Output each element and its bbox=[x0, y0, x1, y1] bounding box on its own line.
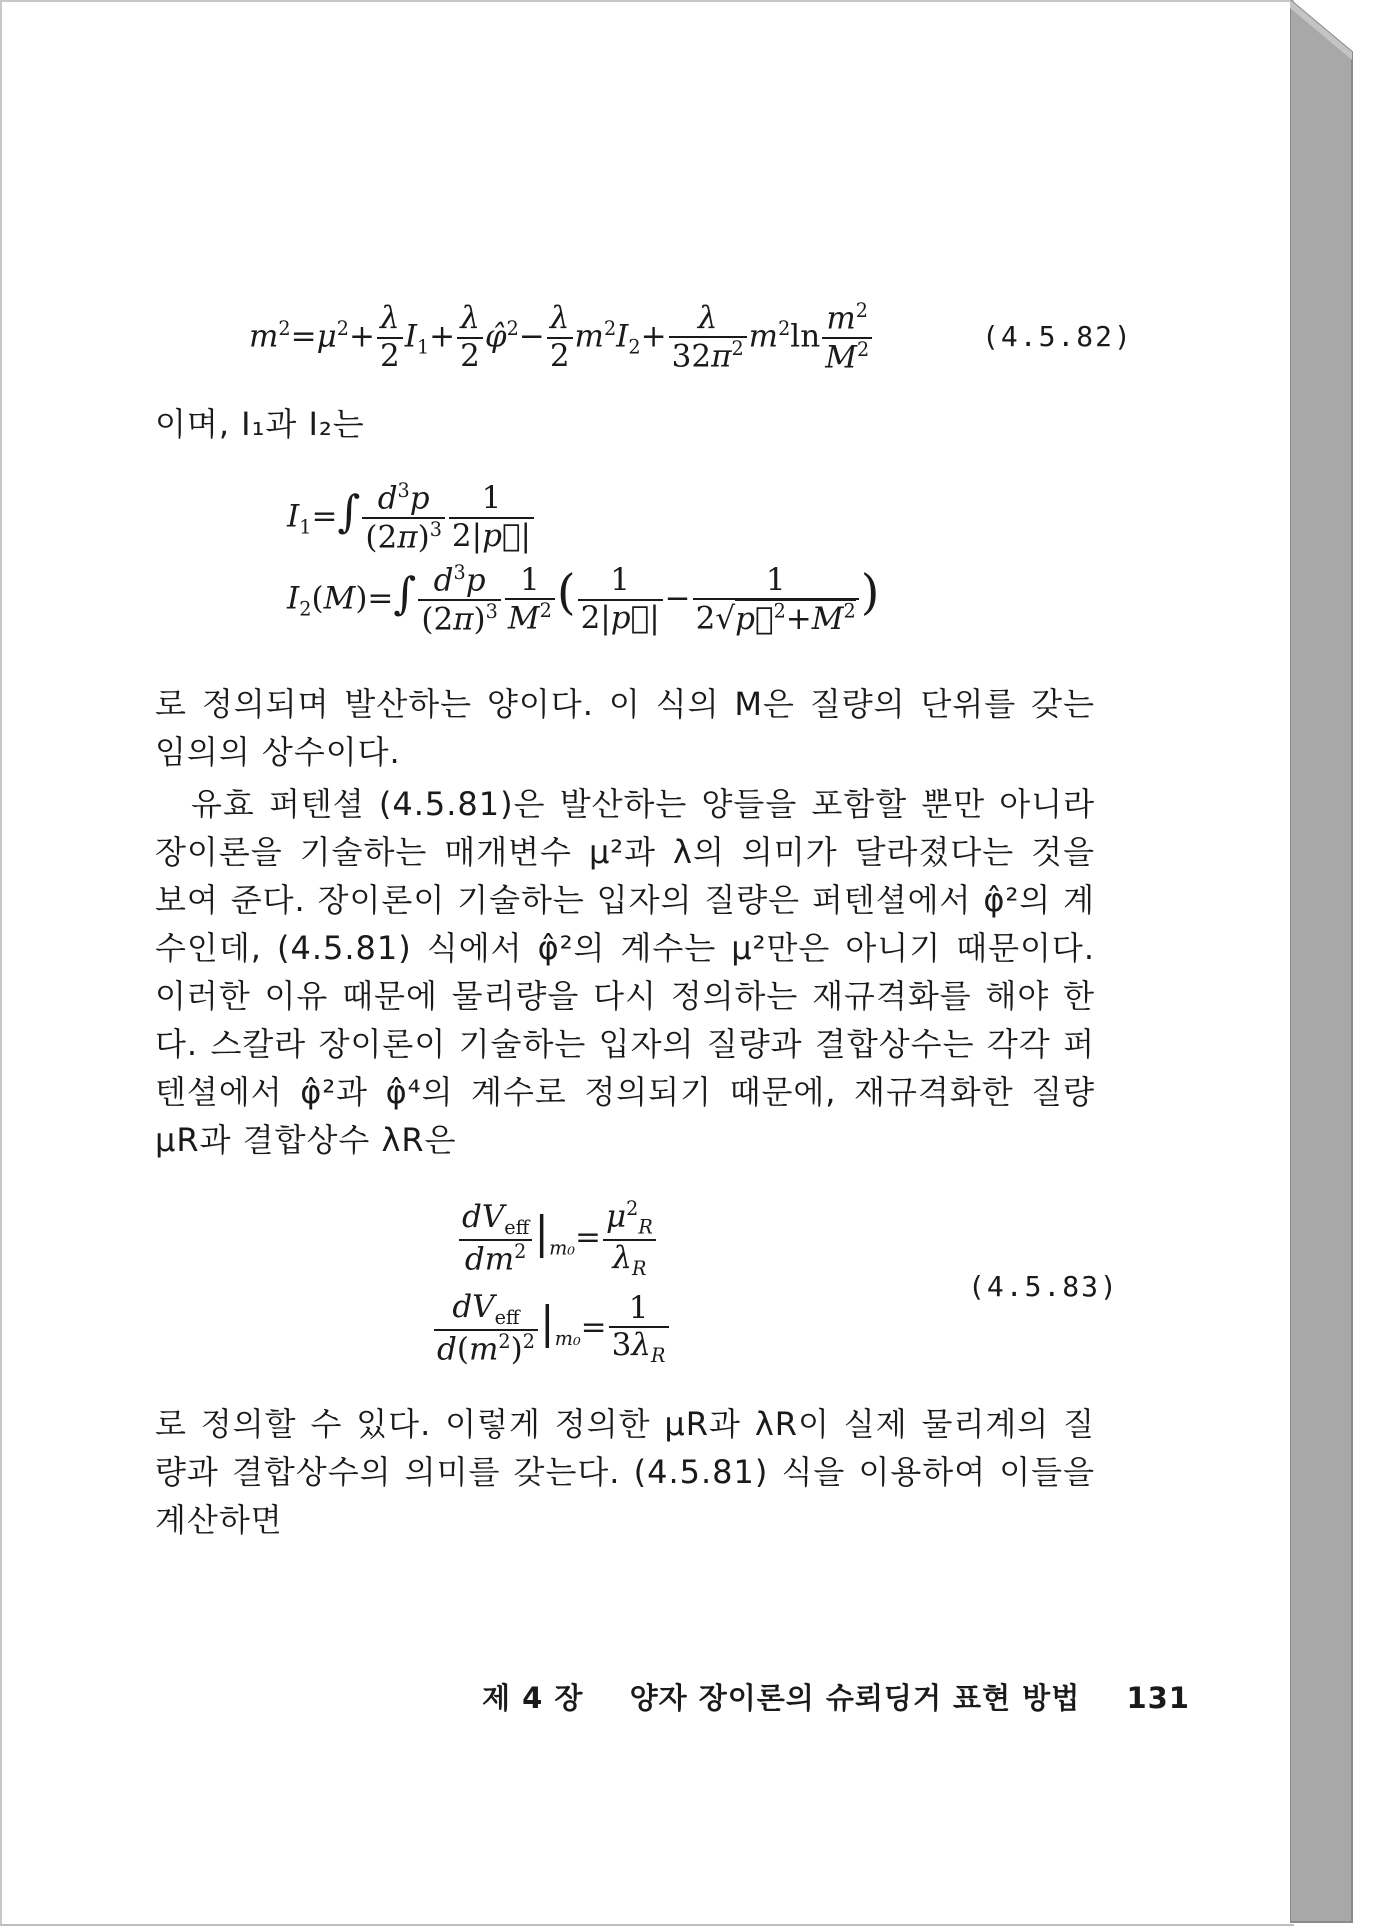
page-footer bbox=[482, 1676, 1190, 1717]
paragraph-renormalization: 유효 퍼텐셜 (4.5.81)은 발산하는 양들을 포함할 뿐만 아니라 장이론을 기술하는 매개변수 μ²과 λ의 의미가 달라졌다는 것을 보여 준다. 장이론이 기술하는 입자의 질량은 퍼텐셜에서 φ̂²의 계수인데, (4.5.81) 식에서 φ̂²의 계수는 μ²만은 아니기 때문이다. 이러한 이유 때문에 물리량을 다시 정의하는 재규격화를 해야 한다. 스칼라 장이론이 기술하는 입자의 질량과 결합상수는 각각 퍼텐셜에서 φ̂²과 φ̂⁴의 계수로 정의되기 때문에, 재규격화한 질량 μR과 결합상수 λR은 bbox=[155, 785, 1095, 1159]
equation-4-5-83-line2: $\frac{dV_{eff}}{d(m^2)^2}$ $|_{m_0}=$ $\frac{1}{3\lambda_R}$ bbox=[432, 1290, 671, 1368]
paragraph-intro: 이며, I₁과 I₂는 bbox=[155, 405, 365, 443]
equation-i1: $I_1=\int$ $\frac{d^3p}{(2\pi)^3}$ $\frac{1}{2|p⃗|}$ bbox=[287, 480, 536, 556]
chapter-label: 제 4 장 bbox=[482, 1681, 584, 1715]
equation-number: (4.5.82) bbox=[982, 320, 1133, 353]
page-number: 131 bbox=[1126, 1681, 1190, 1715]
equation-number: (4.5.83) bbox=[968, 1270, 1119, 1303]
chapter-title: 양자 장이론의 슈뢰딩거 표현 방법 bbox=[629, 1681, 1081, 1715]
equation-i2: $I_2(M)=\int$ $\frac{d^3p}{(2\pi)^3}$ $\frac{1}{M^2}$ ( $\frac{1}{2|p⃗|}$ − $\frac{1}{2√p⃗^2+M^2}$ ) bbox=[287, 561, 880, 638]
equation-4-5-83-line1: $\frac{dV_{eff}}{dm^2}$ $|_{m_0}=$ $\frac{\mu^2_R}{\lambda_R}$ bbox=[457, 1198, 658, 1280]
paragraph-conclusion: 로 정의할 수 있다. 이렇게 정의한 μR과 λR이 실제 물리계의 질량과 결합상수의 의미를 갖는다. (4.5.81) 식을 이용하여 이들을 계산하면 bbox=[155, 1405, 1095, 1539]
equation-4-5-82: $m^2=\mu^2+$ $\frac{\lambda}{2}$ $I_1+$ $\frac{\lambda}{2}$ φ̂$^2$− $\frac{\lambda}{2}$ $m^2I_2+$ $\frac{\lambda}{32\pi^2}$ $m^2\ln$ $\frac{m^2}{M^2}$ bbox=[249, 300, 874, 376]
book-edge bbox=[1290, 0, 1386, 1926]
paragraph-definition: 로 정의되며 발산하는 양이다. 이 식의 M은 질량의 단위를 갖는 임의의 상수이다. bbox=[155, 685, 1095, 771]
